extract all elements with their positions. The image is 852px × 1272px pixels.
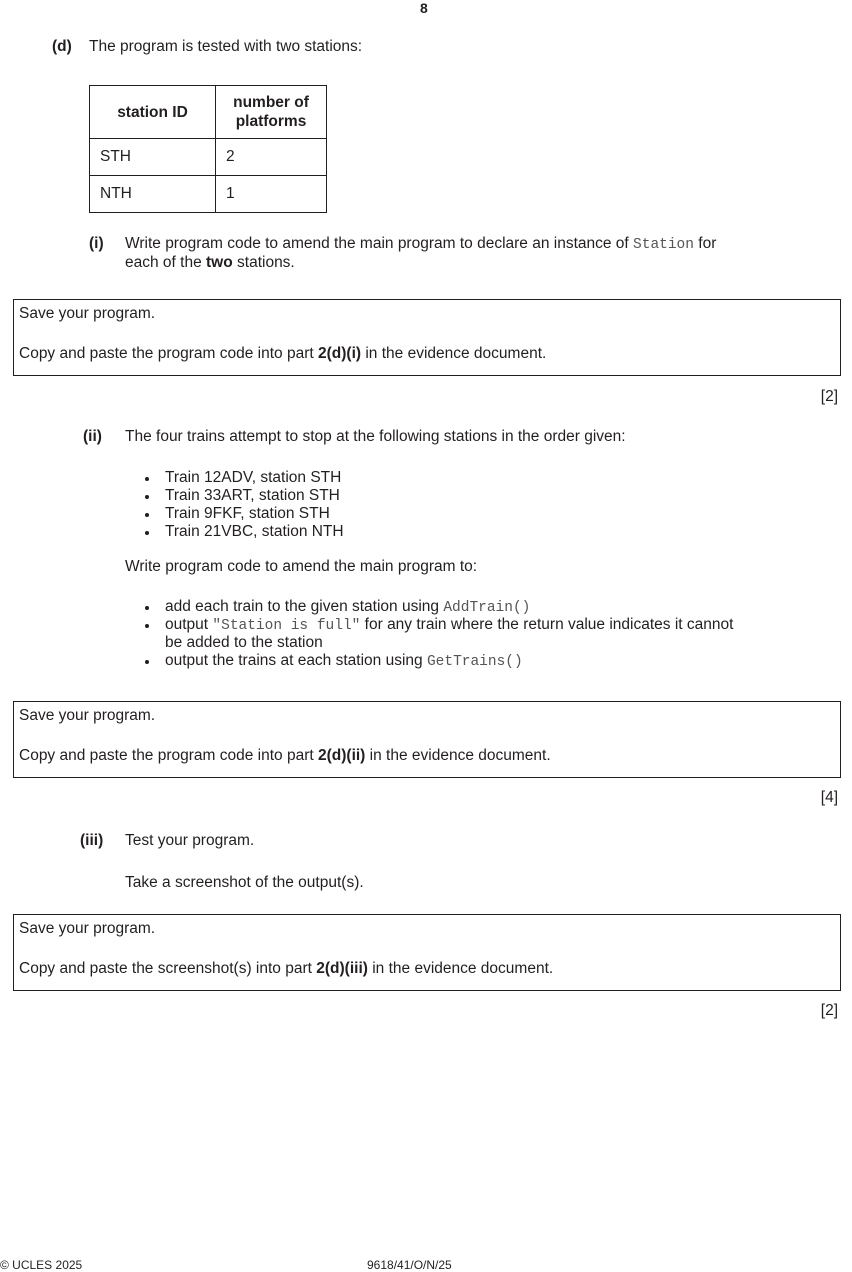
header-station-id: station ID bbox=[90, 86, 216, 139]
task-text: output bbox=[165, 616, 209, 633]
copy-text: Copy and paste the screenshot(s) into part bbox=[19, 960, 312, 977]
copy-instruction bbox=[19, 747, 551, 765]
table-cell: 1 bbox=[216, 176, 327, 213]
addtrain-code: AddTrain() bbox=[443, 600, 531, 616]
table-cell: 2 bbox=[216, 139, 327, 176]
part-i-line1 bbox=[125, 235, 716, 253]
part-reference: 2(d)(iii) bbox=[316, 960, 368, 977]
table-cell: STH bbox=[90, 139, 216, 176]
footer-paper-code: 9618/41/O/N/25 bbox=[367, 1258, 452, 1272]
part-ii-task: Write program code to amend the main program to: bbox=[125, 558, 478, 575]
gettrains-code: GetTrains() bbox=[426, 654, 523, 670]
part-d-label: (d) bbox=[52, 38, 72, 55]
part-i-text-end: for bbox=[698, 235, 717, 252]
table-row bbox=[90, 139, 327, 176]
footer-copyright: © UCLES 2025 bbox=[0, 1258, 83, 1272]
stations-table bbox=[89, 85, 327, 213]
bullet-icon bbox=[145, 513, 149, 517]
station-class-code: Station bbox=[633, 237, 694, 253]
bullet-icon bbox=[145, 531, 149, 535]
part-d-intro: The program is tested with two stations: bbox=[89, 38, 363, 55]
evidence-box-2 bbox=[13, 701, 841, 778]
evidence-box-1 bbox=[13, 299, 841, 376]
copy-text-end: in the evidence document. bbox=[372, 960, 554, 977]
marks-2: [4] bbox=[820, 789, 838, 806]
save-instruction: Save your program. bbox=[19, 707, 156, 724]
task-bullet-3 bbox=[165, 652, 523, 670]
bullet-icon bbox=[145, 624, 149, 628]
copy-instruction bbox=[19, 960, 553, 978]
save-instruction: Save your program. bbox=[19, 305, 156, 322]
marks-1: [2] bbox=[820, 388, 838, 405]
part-i-bold: two bbox=[206, 254, 233, 271]
copy-text: Copy and paste the program code into part bbox=[19, 345, 314, 362]
page-number: 8 bbox=[420, 0, 428, 16]
part-iii-text2: Take a screenshot of the output(s). bbox=[125, 874, 364, 891]
part-ii-intro: The four trains attempt to stop at the following stations in the order given: bbox=[125, 428, 626, 445]
part-i-text: Write program code to amend the main program to declare an instance of bbox=[125, 235, 629, 252]
bullet-icon bbox=[145, 495, 149, 499]
part-reference: 2(d)(ii) bbox=[318, 747, 366, 764]
train-list-item: Train 21VBC, station NTH bbox=[165, 523, 344, 540]
marks-3: [2] bbox=[820, 1002, 838, 1019]
copy-instruction bbox=[19, 345, 546, 363]
part-i-label: (i) bbox=[89, 235, 104, 252]
evidence-box-3 bbox=[13, 914, 841, 991]
station-full-code: "Station is full" bbox=[212, 618, 361, 634]
bullet-icon bbox=[145, 606, 149, 610]
copy-text: Copy and paste the program code into part bbox=[19, 747, 314, 764]
header-number-of: number of bbox=[233, 94, 309, 111]
header-platforms: platforms bbox=[235, 113, 307, 130]
part-ii-label: (ii) bbox=[83, 428, 102, 445]
part-iii-text1: Test your program. bbox=[125, 832, 255, 849]
bullet-icon bbox=[145, 477, 149, 481]
copy-text-end: in the evidence document. bbox=[365, 345, 547, 362]
task-text: for any train where the return value indicates it cannot bbox=[364, 616, 734, 633]
table-cell: NTH bbox=[90, 176, 216, 213]
part-i-line2 bbox=[125, 254, 295, 272]
copy-text-end: in the evidence document. bbox=[369, 747, 551, 764]
train-list-item: Train 12ADV, station STH bbox=[165, 469, 342, 486]
train-list-item: Train 9FKF, station STH bbox=[165, 505, 330, 522]
bullet-icon bbox=[145, 660, 149, 664]
save-instruction: Save your program. bbox=[19, 920, 156, 937]
part-i-text: each of the bbox=[125, 254, 202, 271]
part-reference: 2(d)(i) bbox=[318, 345, 362, 362]
part-i-text: stations. bbox=[237, 254, 295, 271]
task-bullet-2 bbox=[165, 616, 733, 634]
header-number-of-platforms bbox=[216, 86, 327, 139]
task-text: output the trains at each station using bbox=[165, 652, 423, 669]
task-text: add each train to the given station using bbox=[165, 598, 440, 615]
train-list-item: Train 33ART, station STH bbox=[165, 487, 340, 504]
table-header-row bbox=[90, 86, 327, 139]
task-bullet-1 bbox=[165, 598, 530, 616]
part-iii-label: (iii) bbox=[80, 832, 104, 849]
task-bullet-2-cont: be added to the station bbox=[165, 634, 323, 651]
table-row bbox=[90, 176, 327, 213]
